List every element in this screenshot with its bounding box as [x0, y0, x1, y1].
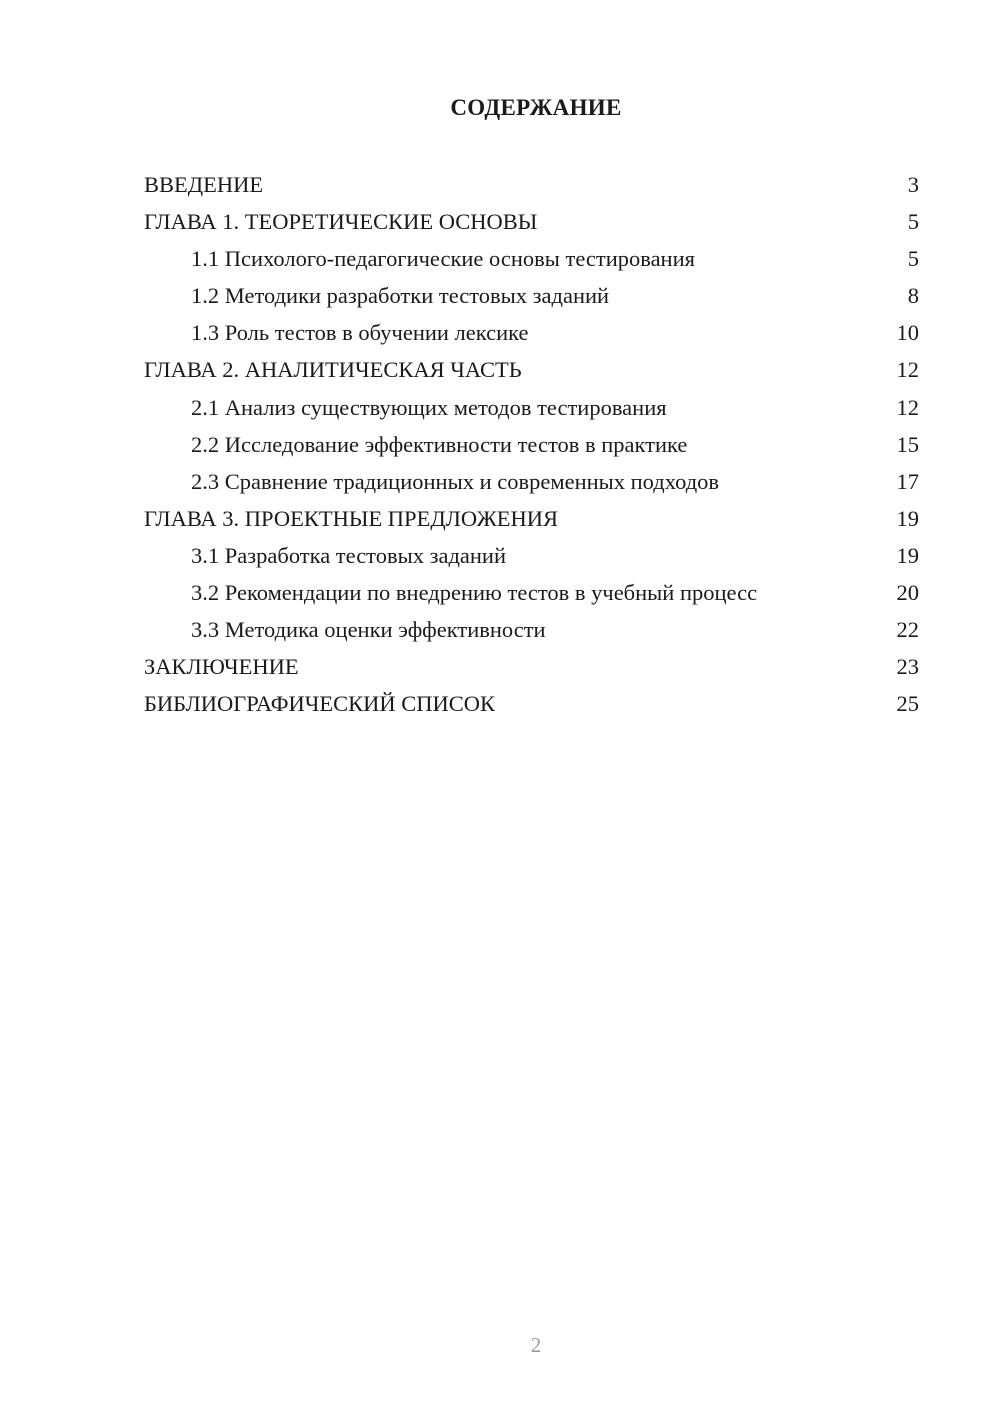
- toc-entry-label: 3.2 Рекомендации по внедрению тестов в учебный процесс: [191, 580, 758, 606]
- toc-entry-page: 19: [896, 505, 919, 531]
- toc-entry: [144, 500, 919, 537]
- toc-entry: [144, 463, 919, 500]
- toc-entry-label: ГЛАВА 2. АНАЛИТИЧЕСКАЯ ЧАСТЬ: [144, 357, 522, 383]
- toc-entry: [144, 537, 919, 574]
- toc-entry: [144, 314, 919, 351]
- toc-entry-page: 5: [907, 209, 919, 235]
- toc-entry-label: 3.3 Методика оценки эффективности: [191, 617, 546, 643]
- toc-entry-page: 15: [896, 431, 919, 457]
- toc-entry-page: 3: [907, 172, 919, 197]
- toc-entry-label: 2.2 Исследование эффективности тестов в практике: [191, 431, 688, 457]
- toc-entry-page: 12: [896, 394, 919, 420]
- toc-entry-label: ЗАКЛЮЧЕНИЕ: [144, 654, 299, 680]
- toc-entry-page: 20: [896, 580, 919, 606]
- toc-entry-label: ГЛАВА 1. ТЕОРЕТИЧЕСКИЕ ОСНОВЫ: [144, 209, 538, 235]
- toc-entry-page: 23: [896, 654, 919, 680]
- toc-entry: [144, 277, 919, 314]
- toc-entry: [144, 166, 919, 203]
- toc-entry-page: 12: [896, 357, 919, 383]
- toc-title: СОДЕРЖАНИЕ: [450, 95, 622, 120]
- toc-entry-page: 5: [907, 246, 919, 272]
- toc-entry-label: 1.3 Роль тестов в обучении лексике: [191, 320, 529, 346]
- toc-entry-label: 2.1 Анализ существующих методов тестирования: [191, 394, 667, 420]
- toc-entry-label: 1.1 Психолого-педагогические основы тестирования: [191, 246, 695, 272]
- toc-entry-label: 2.3 Сравнение традиционных и современных подходов: [191, 468, 720, 494]
- page-number: 2: [530, 1333, 542, 1357]
- toc-entry: [144, 611, 919, 648]
- toc-entry: [144, 648, 919, 685]
- toc-entry-label: 1.2 Методики разработки тестовых заданий: [191, 283, 610, 309]
- toc-entry-page: 17: [896, 468, 919, 494]
- table-of-contents: [144, 166, 919, 722]
- toc-entry-label: БИБЛИОГРАФИЧЕСКИЙ СПИСОК: [144, 691, 496, 717]
- toc-entry: [144, 685, 919, 722]
- toc-entry-page: 22: [896, 617, 919, 643]
- toc-entry: [144, 240, 919, 277]
- toc-entry-label: 3.1 Разработка тестовых заданий: [191, 542, 507, 568]
- toc-entry-page: 25: [896, 691, 919, 717]
- toc-entry: [144, 389, 919, 426]
- toc-entry: [144, 426, 919, 463]
- toc-entry-label: ВВЕДЕНИЕ: [144, 172, 264, 197]
- toc-entry: [144, 574, 919, 611]
- toc-entry: [144, 351, 919, 388]
- toc-entry-label: ГЛАВА 3. ПРОЕКТНЫЕ ПРЕДЛОЖЕНИЯ: [144, 505, 559, 531]
- toc-entry-page: 10: [896, 320, 919, 346]
- toc-entry-page: 19: [896, 542, 919, 568]
- toc-entry-page: 8: [907, 283, 919, 309]
- toc-entry: [144, 203, 919, 240]
